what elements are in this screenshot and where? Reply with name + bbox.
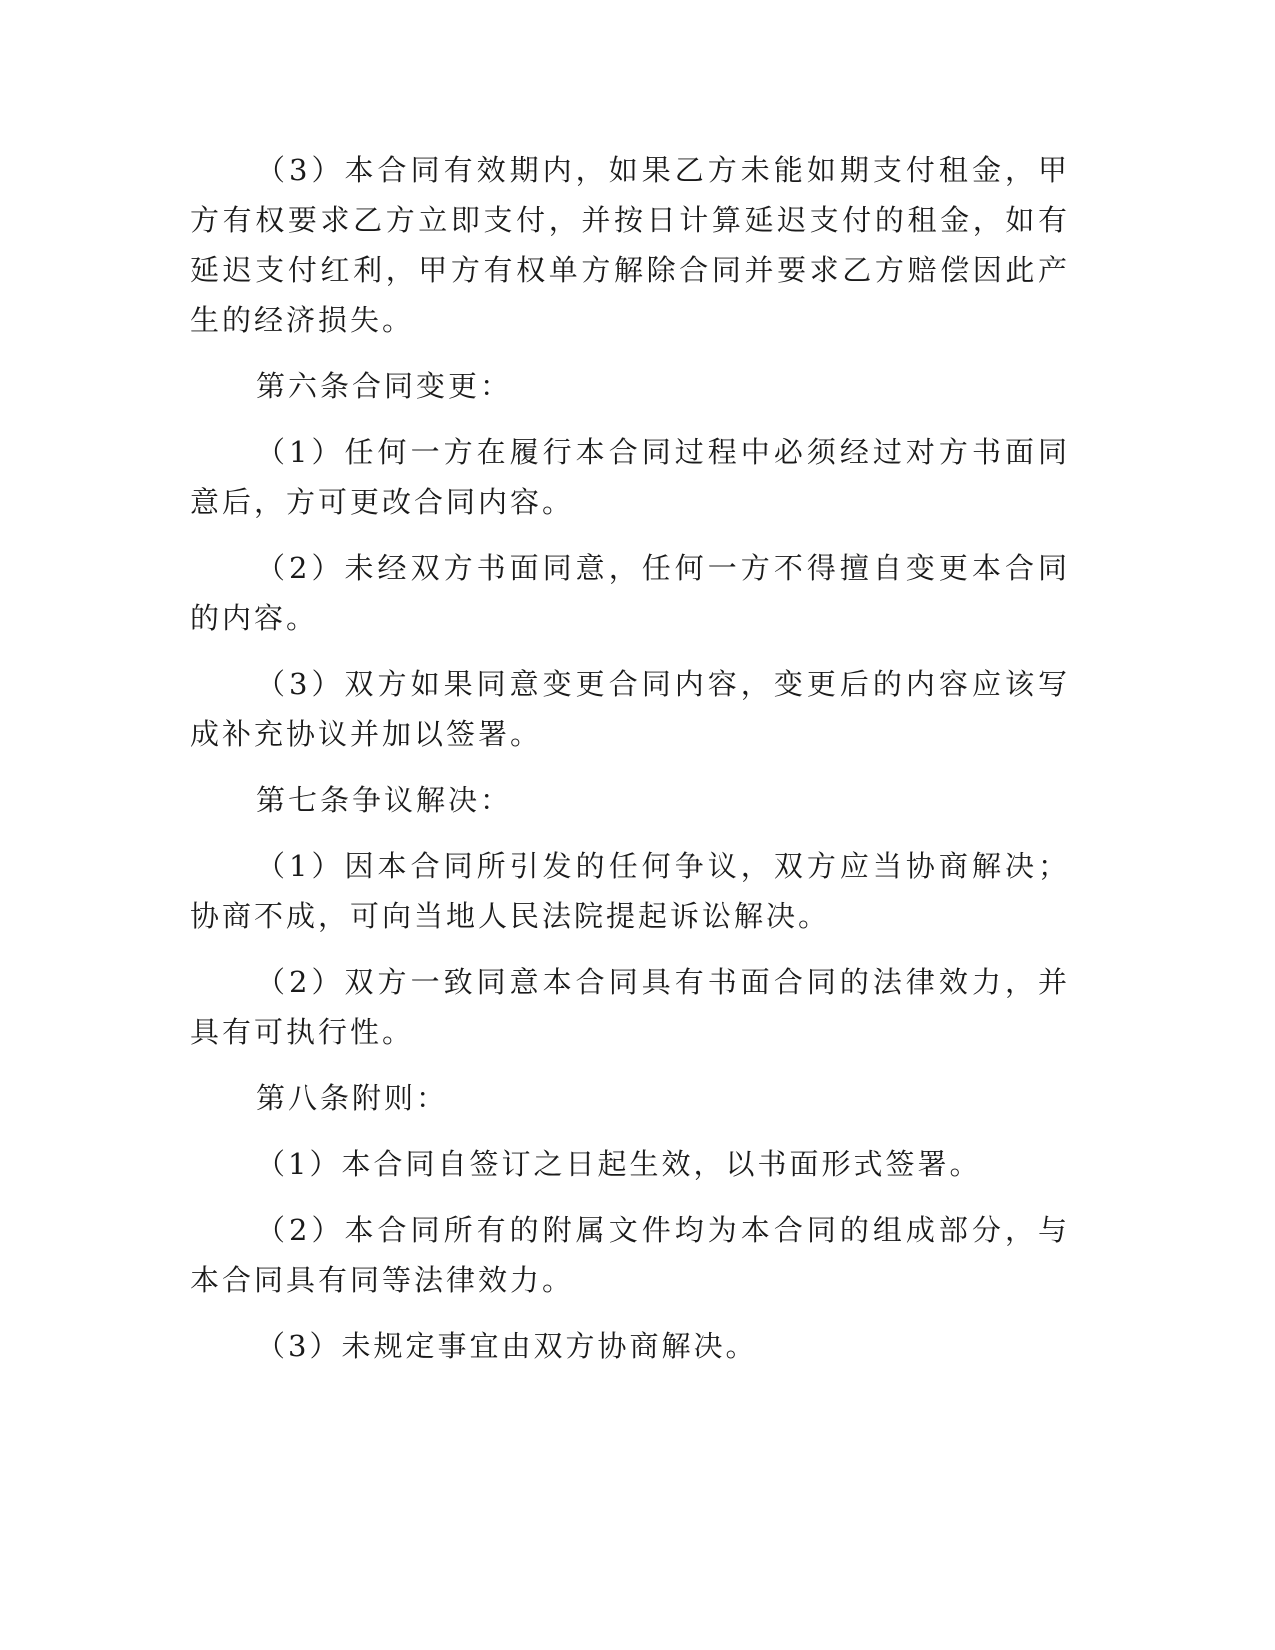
- article-7-heading: 第七条争议解决：: [256, 783, 513, 817]
- clause-6-item-1: （1）任何一方在履行本合同过程中必须经过对方书面同意后，方可更改合同内容。: [190, 435, 1070, 519]
- clause-8-item-3: （3）未规定事宜由双方协商解决。: [256, 1329, 758, 1363]
- clause-6-item-3: （3）双方如果同意变更合同内容，变更后的内容应该写成补充协议并加以签署。: [190, 667, 1070, 751]
- clause-8-item-1: （1）本合同自签订之日起生效，以书面形式签署。: [256, 1147, 982, 1181]
- clause-7-item-1: （1）因本合同所引发的任何争议，双方应当协商解决；协商不成，可向当地人民法院提起诉讼解决。: [190, 849, 1070, 933]
- article-8-heading: 第八条附则：: [256, 1081, 449, 1115]
- clause-6-item-2: （2）未经双方书面同意，任何一方不得擅自变更本合同的内容。: [190, 551, 1070, 635]
- document-body: [190, 145, 1070, 1387]
- clause-7-item-2: （2）双方一致同意本合同具有书面合同的法律效力，并具有可执行性。: [190, 965, 1070, 1049]
- clause-5-item-3: （3）本合同有效期内，如果乙方未能如期支付租金，甲方有权要求乙方立即支付，并按日计算延迟支付的租金，如有延迟支付红利，甲方有权单方解除合同并要求乙方赔偿因此产生的经济损失。: [190, 153, 1070, 337]
- article-6-heading: 第六条合同变更：: [256, 369, 513, 403]
- clause-8-item-2: （2）本合同所有的附属文件均为本合同的组成部分，与本合同具有同等法律效力。: [190, 1213, 1070, 1297]
